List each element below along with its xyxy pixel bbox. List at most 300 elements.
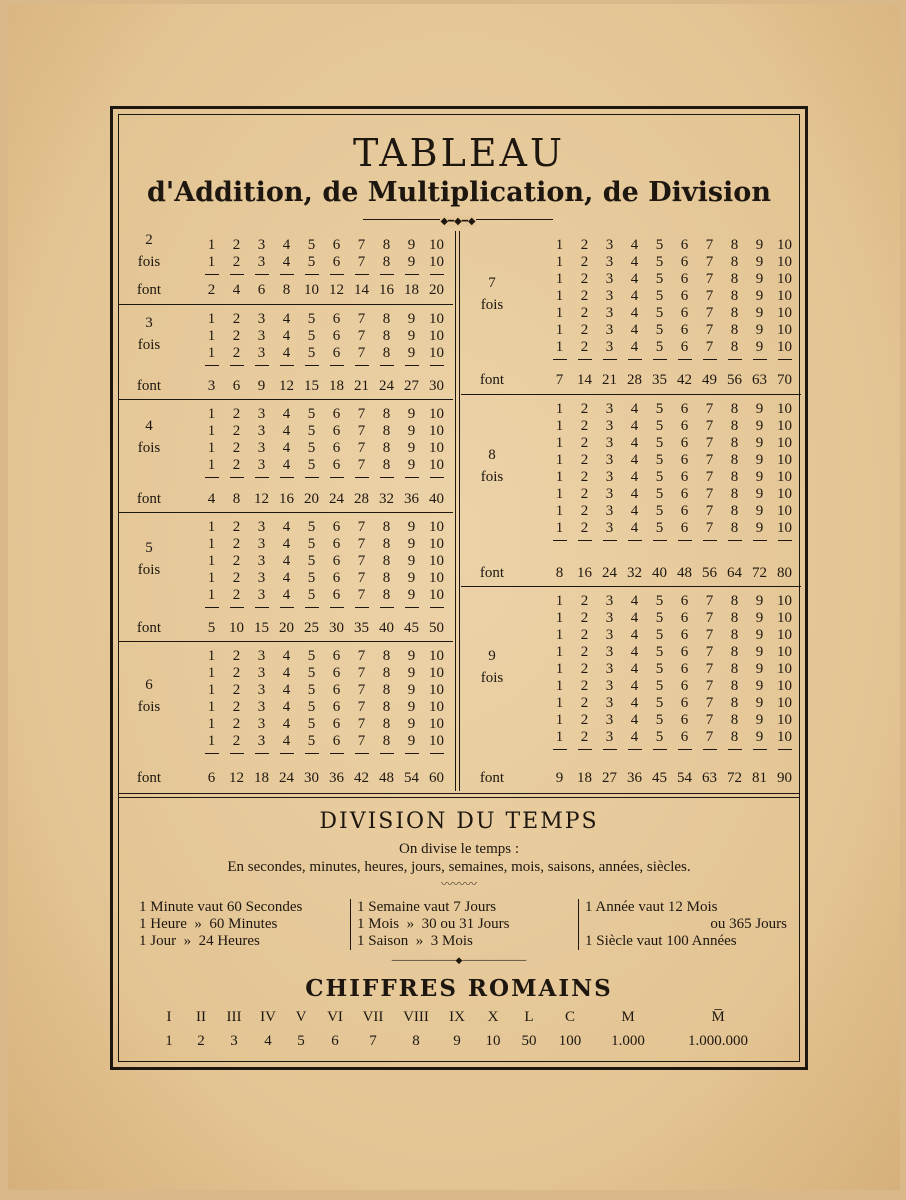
cell: 5	[655, 469, 664, 485]
cell: 3	[605, 695, 614, 711]
cell: 2	[232, 716, 241, 732]
result-row	[461, 565, 797, 582]
roman-numeral: V	[295, 1009, 307, 1025]
cell: 4	[282, 423, 291, 439]
cell: 3	[257, 406, 266, 422]
cell: 2	[580, 486, 589, 502]
table-row	[199, 570, 449, 587]
dash	[199, 271, 224, 279]
cell: 6	[332, 536, 341, 552]
cell: 5	[307, 237, 316, 253]
cell: 1	[555, 254, 564, 270]
cell: 10	[429, 457, 444, 473]
result-cell: 54	[404, 770, 419, 786]
result-cell: 63	[702, 770, 717, 786]
cell: 1	[207, 716, 216, 732]
cell: 4	[282, 406, 291, 422]
result-cell: 32	[379, 491, 394, 507]
cell: 7	[357, 682, 366, 698]
cell: 8	[382, 406, 391, 422]
cell: 5	[655, 452, 664, 468]
font-label: font	[136, 491, 162, 507]
cell: 6	[332, 254, 341, 270]
table-row	[199, 254, 449, 271]
result-cell: 14	[577, 372, 592, 388]
dash	[747, 537, 772, 545]
cell: 7	[705, 305, 714, 321]
cell: 7	[357, 328, 366, 344]
dash	[324, 750, 349, 758]
table-row	[547, 729, 797, 746]
result-cell: 27	[404, 378, 419, 394]
cell: 3	[605, 418, 614, 434]
cell: 6	[680, 503, 689, 519]
cell: 2	[580, 288, 589, 304]
cell: 1	[207, 553, 216, 569]
cell: 3	[605, 661, 614, 677]
cell: 7	[705, 729, 714, 745]
cell: 1	[555, 401, 564, 417]
result-row	[118, 282, 449, 299]
dash	[424, 362, 449, 370]
cell: 9	[755, 435, 764, 451]
cell: 5	[655, 486, 664, 502]
cell: 8	[382, 237, 391, 253]
result-row	[118, 491, 449, 508]
cell: 6	[332, 345, 341, 361]
cell: 1	[207, 345, 216, 361]
cell: 9	[407, 423, 416, 439]
cell: 10	[777, 452, 792, 468]
cell: 3	[257, 519, 266, 535]
result-cell: 16	[577, 565, 592, 581]
cell: 7	[705, 644, 714, 660]
result-row	[118, 378, 449, 395]
table-2	[118, 231, 453, 304]
cell: 7	[705, 254, 714, 270]
table-row	[199, 553, 449, 570]
cell: 6	[332, 457, 341, 473]
cell: 8	[730, 418, 739, 434]
result-cell: 72	[727, 770, 742, 786]
cell: 10	[777, 593, 792, 609]
result-cell: 48	[379, 770, 394, 786]
table-row	[199, 536, 449, 553]
result-cell: 5	[207, 620, 216, 636]
dash	[399, 750, 424, 758]
cell: 5	[307, 254, 316, 270]
cell: 1	[555, 237, 564, 253]
cell: 10	[777, 486, 792, 502]
cell: 2	[232, 519, 241, 535]
dash	[324, 474, 349, 482]
cell: 10	[777, 469, 792, 485]
dash	[349, 271, 374, 279]
cell: 10	[777, 729, 792, 745]
cell: 10	[429, 553, 444, 569]
cell: 8	[382, 328, 391, 344]
cell: 6	[680, 469, 689, 485]
result-cell: 7	[555, 372, 564, 388]
result-cell: 12	[279, 378, 294, 394]
cell: 7	[357, 699, 366, 715]
cell: 9	[407, 311, 416, 327]
dash	[622, 356, 647, 364]
cell: 5	[307, 665, 316, 681]
cell: 4	[630, 418, 639, 434]
cell: 3	[257, 553, 266, 569]
dash	[274, 750, 299, 758]
cell: 5	[307, 536, 316, 552]
table-row	[199, 311, 449, 328]
dash	[747, 746, 772, 754]
cell: 6	[680, 610, 689, 626]
cell: 8	[730, 695, 739, 711]
table-6	[118, 641, 453, 791]
cell: 5	[655, 339, 664, 355]
roman-numeral: C	[564, 1009, 575, 1025]
cell: 8	[730, 610, 739, 626]
dash	[697, 356, 722, 364]
arabic-value: 1.000	[611, 1033, 645, 1049]
dash-rule	[547, 746, 797, 754]
cell: 5	[307, 553, 316, 569]
cell: 4	[630, 627, 639, 643]
cell: 1	[207, 519, 216, 535]
cell: 4	[282, 587, 291, 603]
result-cell: 30	[304, 770, 319, 786]
cell: 2	[232, 406, 241, 422]
table-rows	[199, 648, 449, 758]
cell: 4	[630, 486, 639, 502]
time-column: 1 Minute vaut 60 Secondes 1 Heure » 60 Minutes 1 Jour » 24 Heures	[139, 899, 303, 949]
cell: 3	[257, 587, 266, 603]
result-cell: 20	[304, 491, 319, 507]
cell: 1	[207, 237, 216, 253]
dash	[622, 746, 647, 754]
cell: 4	[282, 254, 291, 270]
cell: 10	[429, 733, 444, 749]
cell: 5	[307, 733, 316, 749]
cell: 10	[777, 322, 792, 338]
arabic-value: 5	[297, 1033, 305, 1049]
time-equivalences	[133, 899, 793, 950]
cell: 6	[332, 570, 341, 586]
multiplier-label: 9	[488, 647, 496, 664]
result-values	[199, 282, 449, 299]
font-label: font	[479, 565, 505, 581]
cell: 8	[730, 520, 739, 536]
table-row	[199, 423, 449, 440]
cell: 5	[655, 322, 664, 338]
dash	[299, 362, 324, 370]
fois-label: fois	[137, 254, 161, 270]
table-rows	[199, 519, 449, 612]
result-cell: 10	[229, 620, 244, 636]
roman-numeral: VII	[362, 1009, 384, 1025]
cell: 9	[407, 665, 416, 681]
cell: 1	[207, 536, 216, 552]
cell: 7	[357, 536, 366, 552]
arabic-value: 7	[369, 1033, 377, 1049]
cell: 8	[382, 311, 391, 327]
cell: 6	[332, 665, 341, 681]
result-cell: 15	[304, 378, 319, 394]
cell: 3	[257, 423, 266, 439]
cell: 1	[555, 661, 564, 677]
result-cell: 90	[777, 770, 792, 786]
cell: 10	[429, 311, 444, 327]
fois-label: fois	[137, 561, 161, 578]
result-cell: 36	[404, 491, 419, 507]
table-row	[199, 699, 449, 716]
cell: 9	[755, 520, 764, 536]
cell: 3	[605, 237, 614, 253]
cell: 9	[755, 678, 764, 694]
cell: 3	[257, 716, 266, 732]
cell: 6	[332, 519, 341, 535]
result-cell: 45	[652, 770, 667, 786]
cell: 5	[655, 644, 664, 660]
cell: 2	[580, 627, 589, 643]
result-cell: 12	[229, 770, 244, 786]
result-values	[547, 372, 797, 389]
cell: 8	[382, 440, 391, 456]
cell: 6	[680, 271, 689, 287]
cell: 5	[655, 271, 664, 287]
cell: 6	[680, 418, 689, 434]
cell: 2	[580, 469, 589, 485]
result-cell: 4	[207, 491, 216, 507]
cell: 4	[282, 648, 291, 664]
cell: 8	[730, 486, 739, 502]
table-rows	[199, 237, 449, 279]
cell: 5	[307, 682, 316, 698]
cell: 2	[232, 237, 241, 253]
cell: 1	[555, 418, 564, 434]
table-row	[547, 237, 797, 254]
dash	[274, 474, 299, 482]
result-cell: 18	[577, 770, 592, 786]
table-row	[547, 695, 797, 712]
dash-rule	[199, 604, 449, 612]
cell: 9	[755, 322, 764, 338]
cell: 6	[332, 406, 341, 422]
cell: 4	[282, 519, 291, 535]
dash	[547, 537, 572, 545]
cell: 7	[705, 435, 714, 451]
table-row	[547, 452, 797, 469]
cell: 2	[580, 452, 589, 468]
cell: 8	[730, 271, 739, 287]
cell: 6	[680, 678, 689, 694]
cell: 4	[282, 440, 291, 456]
cell: 7	[705, 469, 714, 485]
cell: 9	[755, 237, 764, 253]
dash	[224, 362, 249, 370]
cell: 7	[357, 311, 366, 327]
result-cell: 30	[329, 620, 344, 636]
cell: 4	[630, 452, 639, 468]
cell: 10	[777, 695, 792, 711]
table-8	[461, 394, 801, 586]
cell: 6	[680, 401, 689, 417]
dash	[747, 356, 772, 364]
cell: 9	[407, 345, 416, 361]
cell: 8	[730, 401, 739, 417]
cell: 6	[680, 486, 689, 502]
section-divider	[118, 793, 800, 798]
cell: 9	[755, 418, 764, 434]
result-cell: 21	[602, 372, 617, 388]
cell: 2	[232, 587, 241, 603]
dash	[224, 271, 249, 279]
result-cell: 56	[702, 565, 717, 581]
table-row	[199, 345, 449, 362]
cell: 10	[777, 661, 792, 677]
result-cell: 72	[752, 565, 767, 581]
cell: 8	[382, 254, 391, 270]
cell: 8	[730, 435, 739, 451]
table-row	[199, 733, 449, 750]
dash	[249, 362, 274, 370]
cell: 3	[605, 305, 614, 321]
cell: 5	[307, 423, 316, 439]
cell: 4	[282, 665, 291, 681]
result-cell: 32	[627, 565, 642, 581]
cell: 1	[555, 288, 564, 304]
result-cell: 24	[602, 565, 617, 581]
cell: 3	[257, 237, 266, 253]
result-cell: 25	[304, 620, 319, 636]
cell: 8	[730, 305, 739, 321]
cell: 4	[282, 570, 291, 586]
dash	[647, 537, 672, 545]
result-cell: 70	[777, 372, 792, 388]
cell: 3	[257, 457, 266, 473]
dash	[274, 604, 299, 612]
result-cell: 48	[677, 565, 692, 581]
cell: 9	[407, 457, 416, 473]
cell: 3	[605, 469, 614, 485]
table-5	[118, 512, 453, 641]
cell: 7	[357, 345, 366, 361]
dash	[547, 746, 572, 754]
cell: 3	[605, 678, 614, 694]
cell: 1	[555, 305, 564, 321]
cell: 1	[207, 406, 216, 422]
cell: 7	[357, 519, 366, 535]
cell: 5	[655, 305, 664, 321]
result-cell: 28	[627, 372, 642, 388]
cell: 5	[307, 648, 316, 664]
cell: 9	[755, 452, 764, 468]
table-row	[199, 237, 449, 254]
cell: 5	[655, 254, 664, 270]
cell: 1	[207, 254, 216, 270]
cell: 8	[730, 593, 739, 609]
cell: 10	[777, 503, 792, 519]
multiplier-label: 8	[488, 447, 496, 463]
cell: 2	[232, 682, 241, 698]
font-label: font	[136, 282, 162, 298]
dash	[572, 537, 597, 545]
cell: 6	[680, 661, 689, 677]
cell: 5	[307, 440, 316, 456]
cell: 5	[307, 716, 316, 732]
dash	[424, 474, 449, 482]
cell: 10	[429, 519, 444, 535]
cell: 9	[755, 288, 764, 304]
cell: 2	[232, 345, 241, 361]
result-row	[461, 770, 797, 787]
cell: 6	[332, 440, 341, 456]
result-row	[461, 372, 797, 389]
cell: 10	[429, 648, 444, 664]
roman-numeral: IX	[449, 1009, 465, 1025]
cell: 9	[755, 339, 764, 355]
cell: 8	[382, 665, 391, 681]
cell: 1	[207, 665, 216, 681]
result-cell: 14	[354, 282, 369, 298]
cell: 9	[407, 587, 416, 603]
cell: 10	[429, 345, 444, 361]
cell: 10	[429, 536, 444, 552]
cell: 5	[307, 699, 316, 715]
cell: 10	[429, 440, 444, 456]
cell: 5	[307, 406, 316, 422]
dash	[299, 271, 324, 279]
table-4	[118, 399, 453, 512]
cell: 10	[429, 665, 444, 681]
multiplier-label: 7	[488, 274, 496, 291]
table-rows	[547, 401, 797, 545]
cell: 3	[605, 288, 614, 304]
cell: 3	[257, 254, 266, 270]
multiplier-label: 3	[145, 314, 153, 331]
font-label: font	[136, 378, 162, 394]
cell: 1	[207, 423, 216, 439]
cell: 6	[680, 322, 689, 338]
cell: 10	[777, 435, 792, 451]
table-3	[118, 304, 453, 399]
dash	[374, 604, 399, 612]
cell: 3	[605, 401, 614, 417]
cell: 6	[680, 593, 689, 609]
cell: 3	[605, 503, 614, 519]
cell: 10	[777, 271, 792, 287]
arabic-value: 100	[558, 1033, 582, 1049]
result-cell: 6	[207, 770, 216, 786]
cell: 6	[680, 695, 689, 711]
result-cell: 4	[232, 282, 241, 298]
cell: 8	[730, 644, 739, 660]
dash	[547, 356, 572, 364]
cell: 1	[207, 587, 216, 603]
cell: 4	[282, 716, 291, 732]
cell: 10	[429, 406, 444, 422]
multiplier-label: 5	[145, 539, 153, 556]
cell: 2	[232, 553, 241, 569]
dash	[722, 537, 747, 545]
dash	[597, 537, 622, 545]
cell: 7	[357, 733, 366, 749]
dash	[274, 362, 299, 370]
cell: 6	[680, 644, 689, 660]
cell: 10	[777, 520, 792, 536]
cell: 9	[755, 627, 764, 643]
cell: 8	[730, 661, 739, 677]
